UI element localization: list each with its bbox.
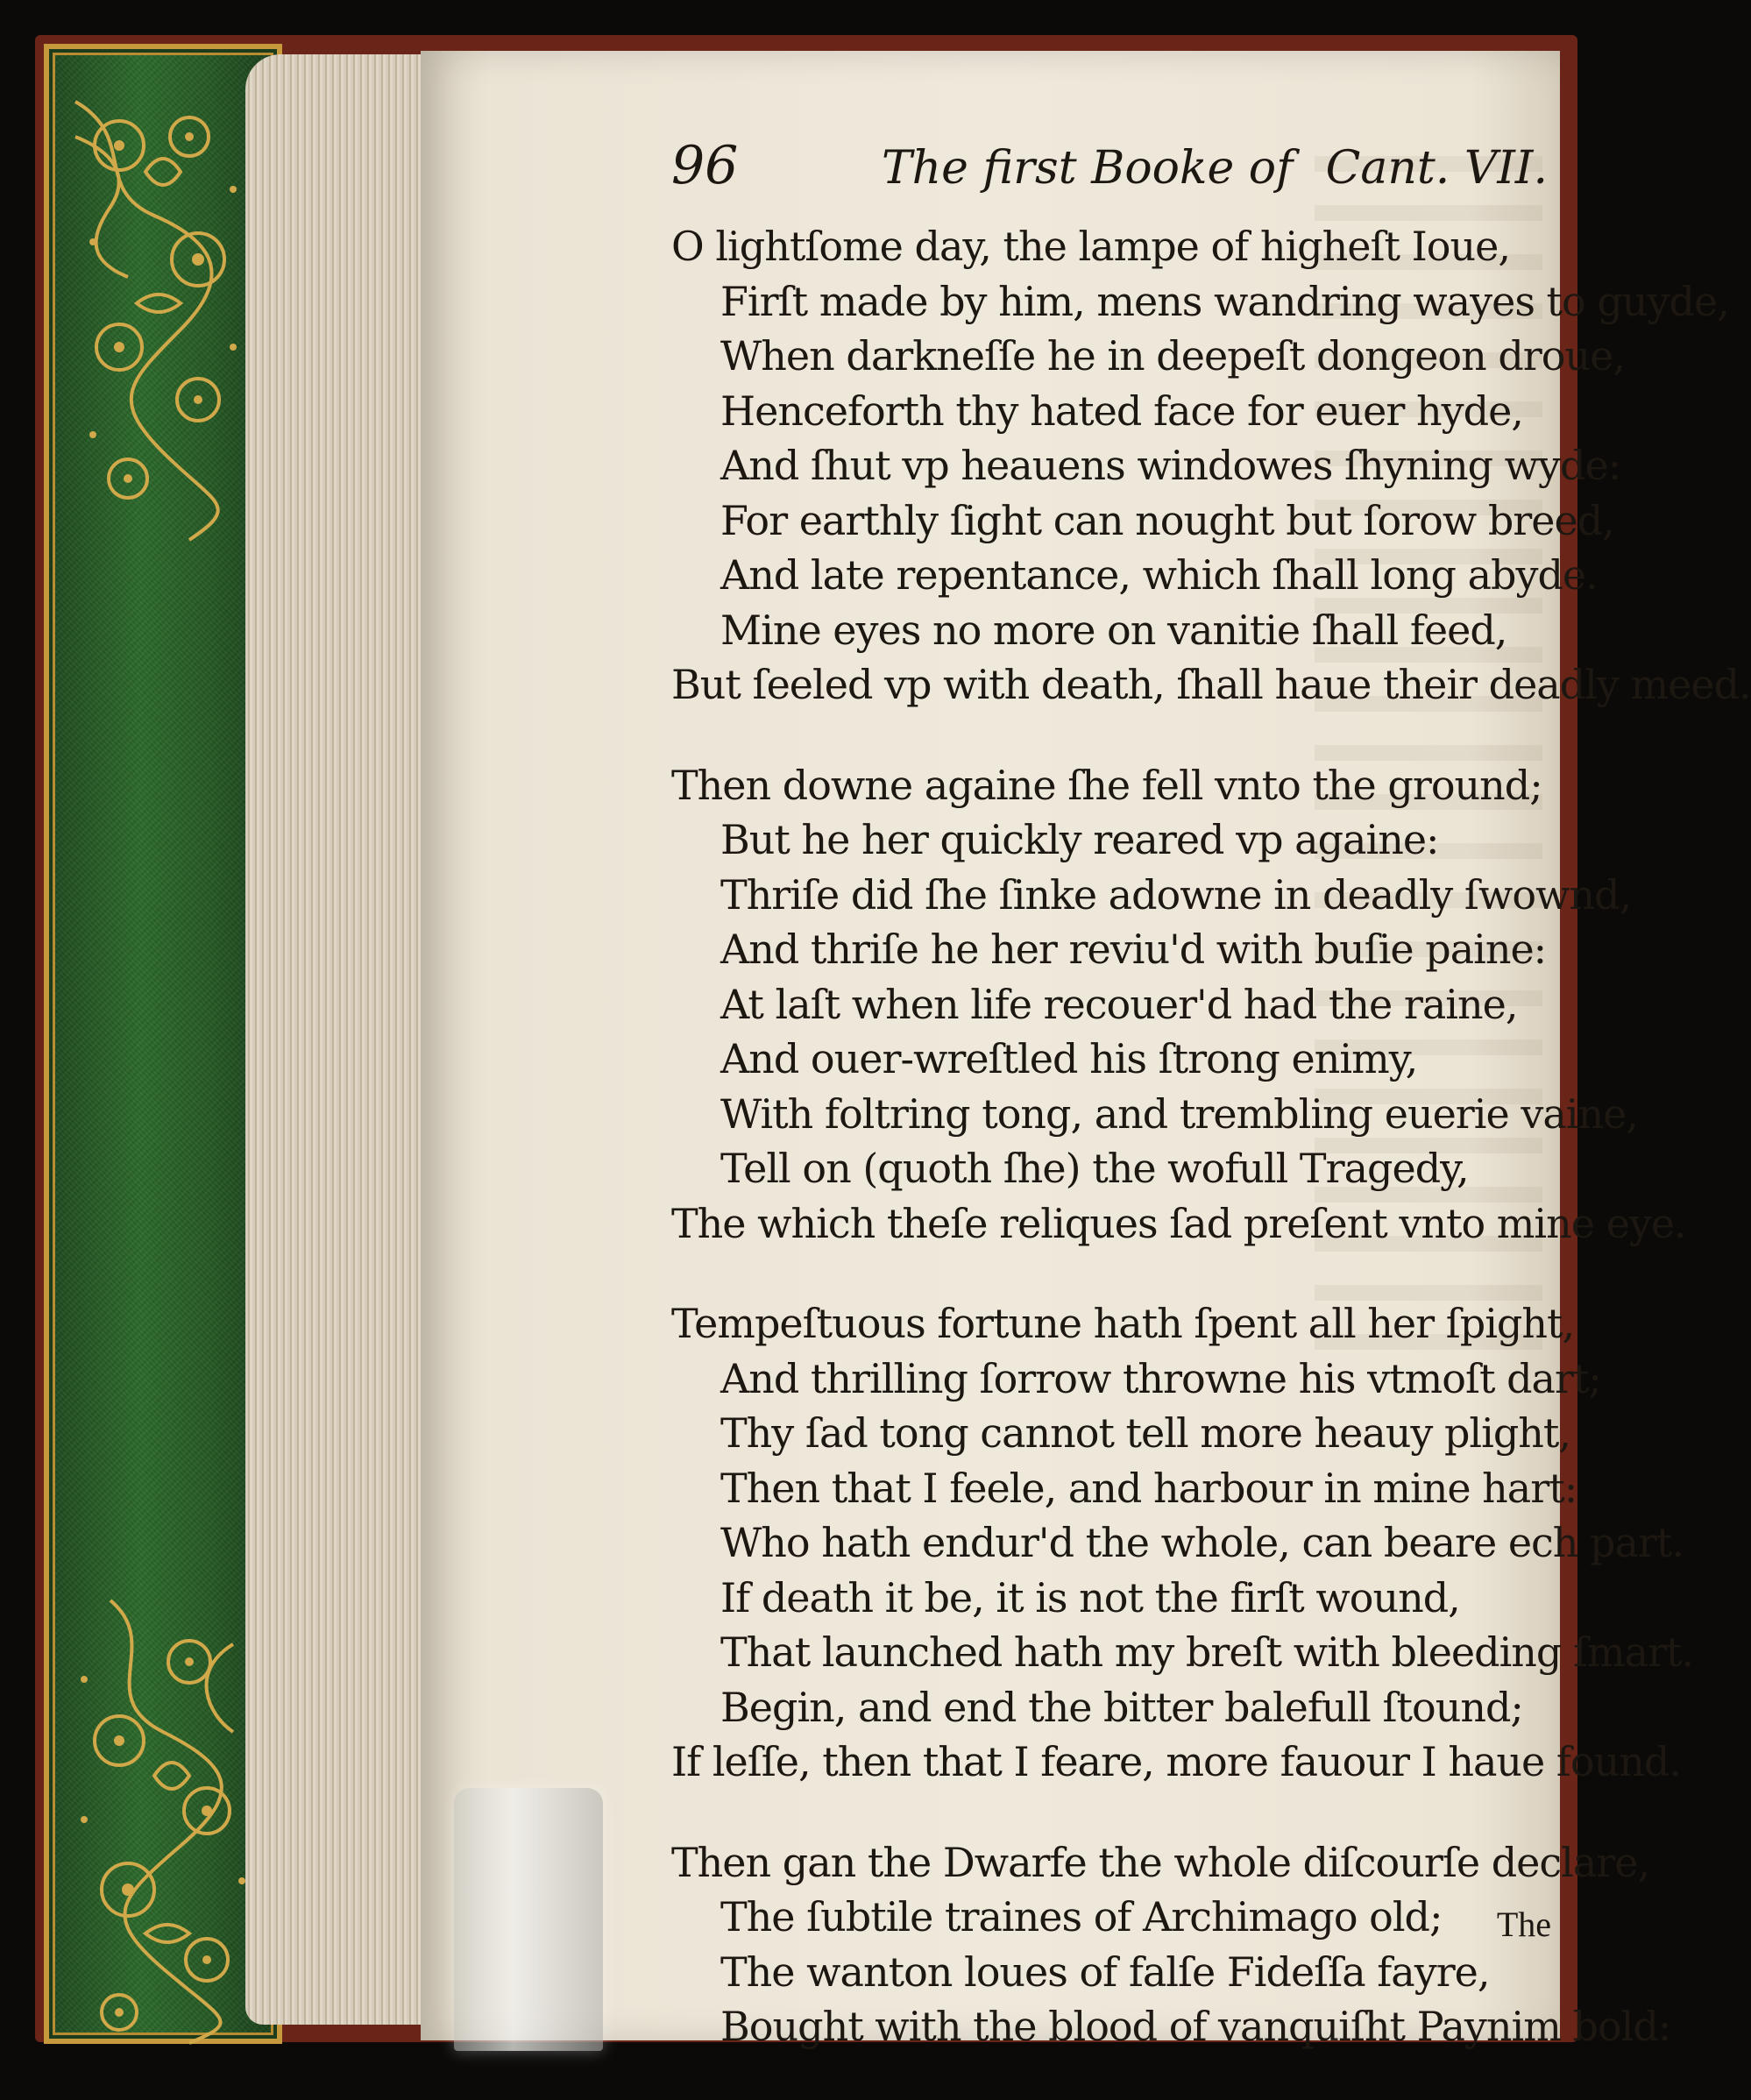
verse-line: That launched hath my breſt with bleeding ſmart. xyxy=(720,1628,1694,1676)
verse-line: Who hath endur'd the whole, can beare ech part. xyxy=(720,1519,1684,1566)
canto-label: Cant. VII. xyxy=(1325,142,1548,195)
stanza xyxy=(671,758,1686,1252)
verse-line: And late repentance, which ſhall long abyde. xyxy=(720,551,1598,599)
page-number: 96 xyxy=(671,135,739,196)
page-fore-edges xyxy=(245,54,438,2025)
verse-line: Thy ſad tong cannot tell more heauy plight, xyxy=(720,1409,1571,1457)
glass-page-weight xyxy=(454,1788,603,2051)
gilt-ornament-top xyxy=(58,84,265,557)
stanza xyxy=(671,219,1751,713)
text-block xyxy=(671,135,1751,2100)
verse-line: Tell on (quoth ſhe) the wofull Tragedy, xyxy=(720,1145,1469,1192)
verse-line: The ſubtile traines of Archimago old; xyxy=(720,1893,1443,1940)
stanza xyxy=(671,1296,1694,1790)
verse-line: Then gan the Dwarfe the whole diſcourſe declare, xyxy=(671,1838,1650,1886)
verse-line: If death it be, it is not the firſt wound, xyxy=(720,1573,1460,1621)
running-head xyxy=(671,135,1548,205)
verse-line: Mine eyes no more on vanitie ſhall feed, xyxy=(720,606,1507,654)
gilt-ornament-bottom xyxy=(58,1592,265,2047)
stanzas xyxy=(671,219,1751,2054)
verse-line: The which theſe reliques ſad preſent vnto mine eye. xyxy=(671,1199,1686,1247)
verse-line: Begin, and end the bitter balefull ſtound; xyxy=(720,1683,1523,1731)
verse-line: And thriſe he her reviu'd with buſie paine: xyxy=(720,926,1547,973)
verse-line: The wanton loues of falſe Fideſſa fayre, xyxy=(720,1947,1490,1996)
verse-line: When darkneſſe he in deepeſt dongeon droue, xyxy=(720,332,1625,380)
verse-line: And ſhut vp heauens windowes ſhyning wyde: xyxy=(720,442,1621,489)
verse-line: O lightſome day, the lampe of higheſt Ioue, xyxy=(671,223,1510,270)
verse-line: And thrilling ſorrow throwne his vtmoſt dart; xyxy=(720,1354,1601,1402)
verse-line: At laſt when life recouer'd had the raine, xyxy=(720,980,1518,1028)
verse-line: And ouer-wreſtled his ſtrong enimy, xyxy=(720,1035,1418,1082)
verse-line: Bought with the blood of vanquiſht Paynim bold: xyxy=(720,2003,1671,2050)
verse-line: But ſeeled vp with death, ſhall haue their deadly meed. xyxy=(671,661,1751,708)
stanza xyxy=(671,1835,1671,2054)
verse-line: With foltring tong, and trembling euerie vaine, xyxy=(720,1089,1638,1138)
book-page xyxy=(421,51,1751,2050)
verse-line: But he her quickly reared vp againe: xyxy=(720,816,1439,863)
verse-line: Tempeſtuous fortune hath ſpent all her ſpight, xyxy=(671,1300,1575,1347)
verse-line: For earthly ſight can nought but ſorow breed, xyxy=(720,496,1614,544)
verse-line: Then downe againe ſhe fell vnto the ground; xyxy=(671,761,1542,809)
running-title: The first Booke of xyxy=(882,142,1294,195)
verse-line: Firſt made by him, mens wandring wayes to guyde, xyxy=(720,277,1729,325)
verse-line: If leſſe, then that I feare, more fauour I haue found. xyxy=(671,1738,1681,1785)
verse-line: Henceforth thy hated face for euer hyde, xyxy=(720,387,1523,435)
verse-line: Then that I feele, and harbour in mine hart: xyxy=(720,1464,1577,1512)
verse-line: Thriſe did ſhe ſinke adowne in deadly ſwownd, xyxy=(720,870,1632,919)
catchword: The xyxy=(1496,1905,1551,1944)
